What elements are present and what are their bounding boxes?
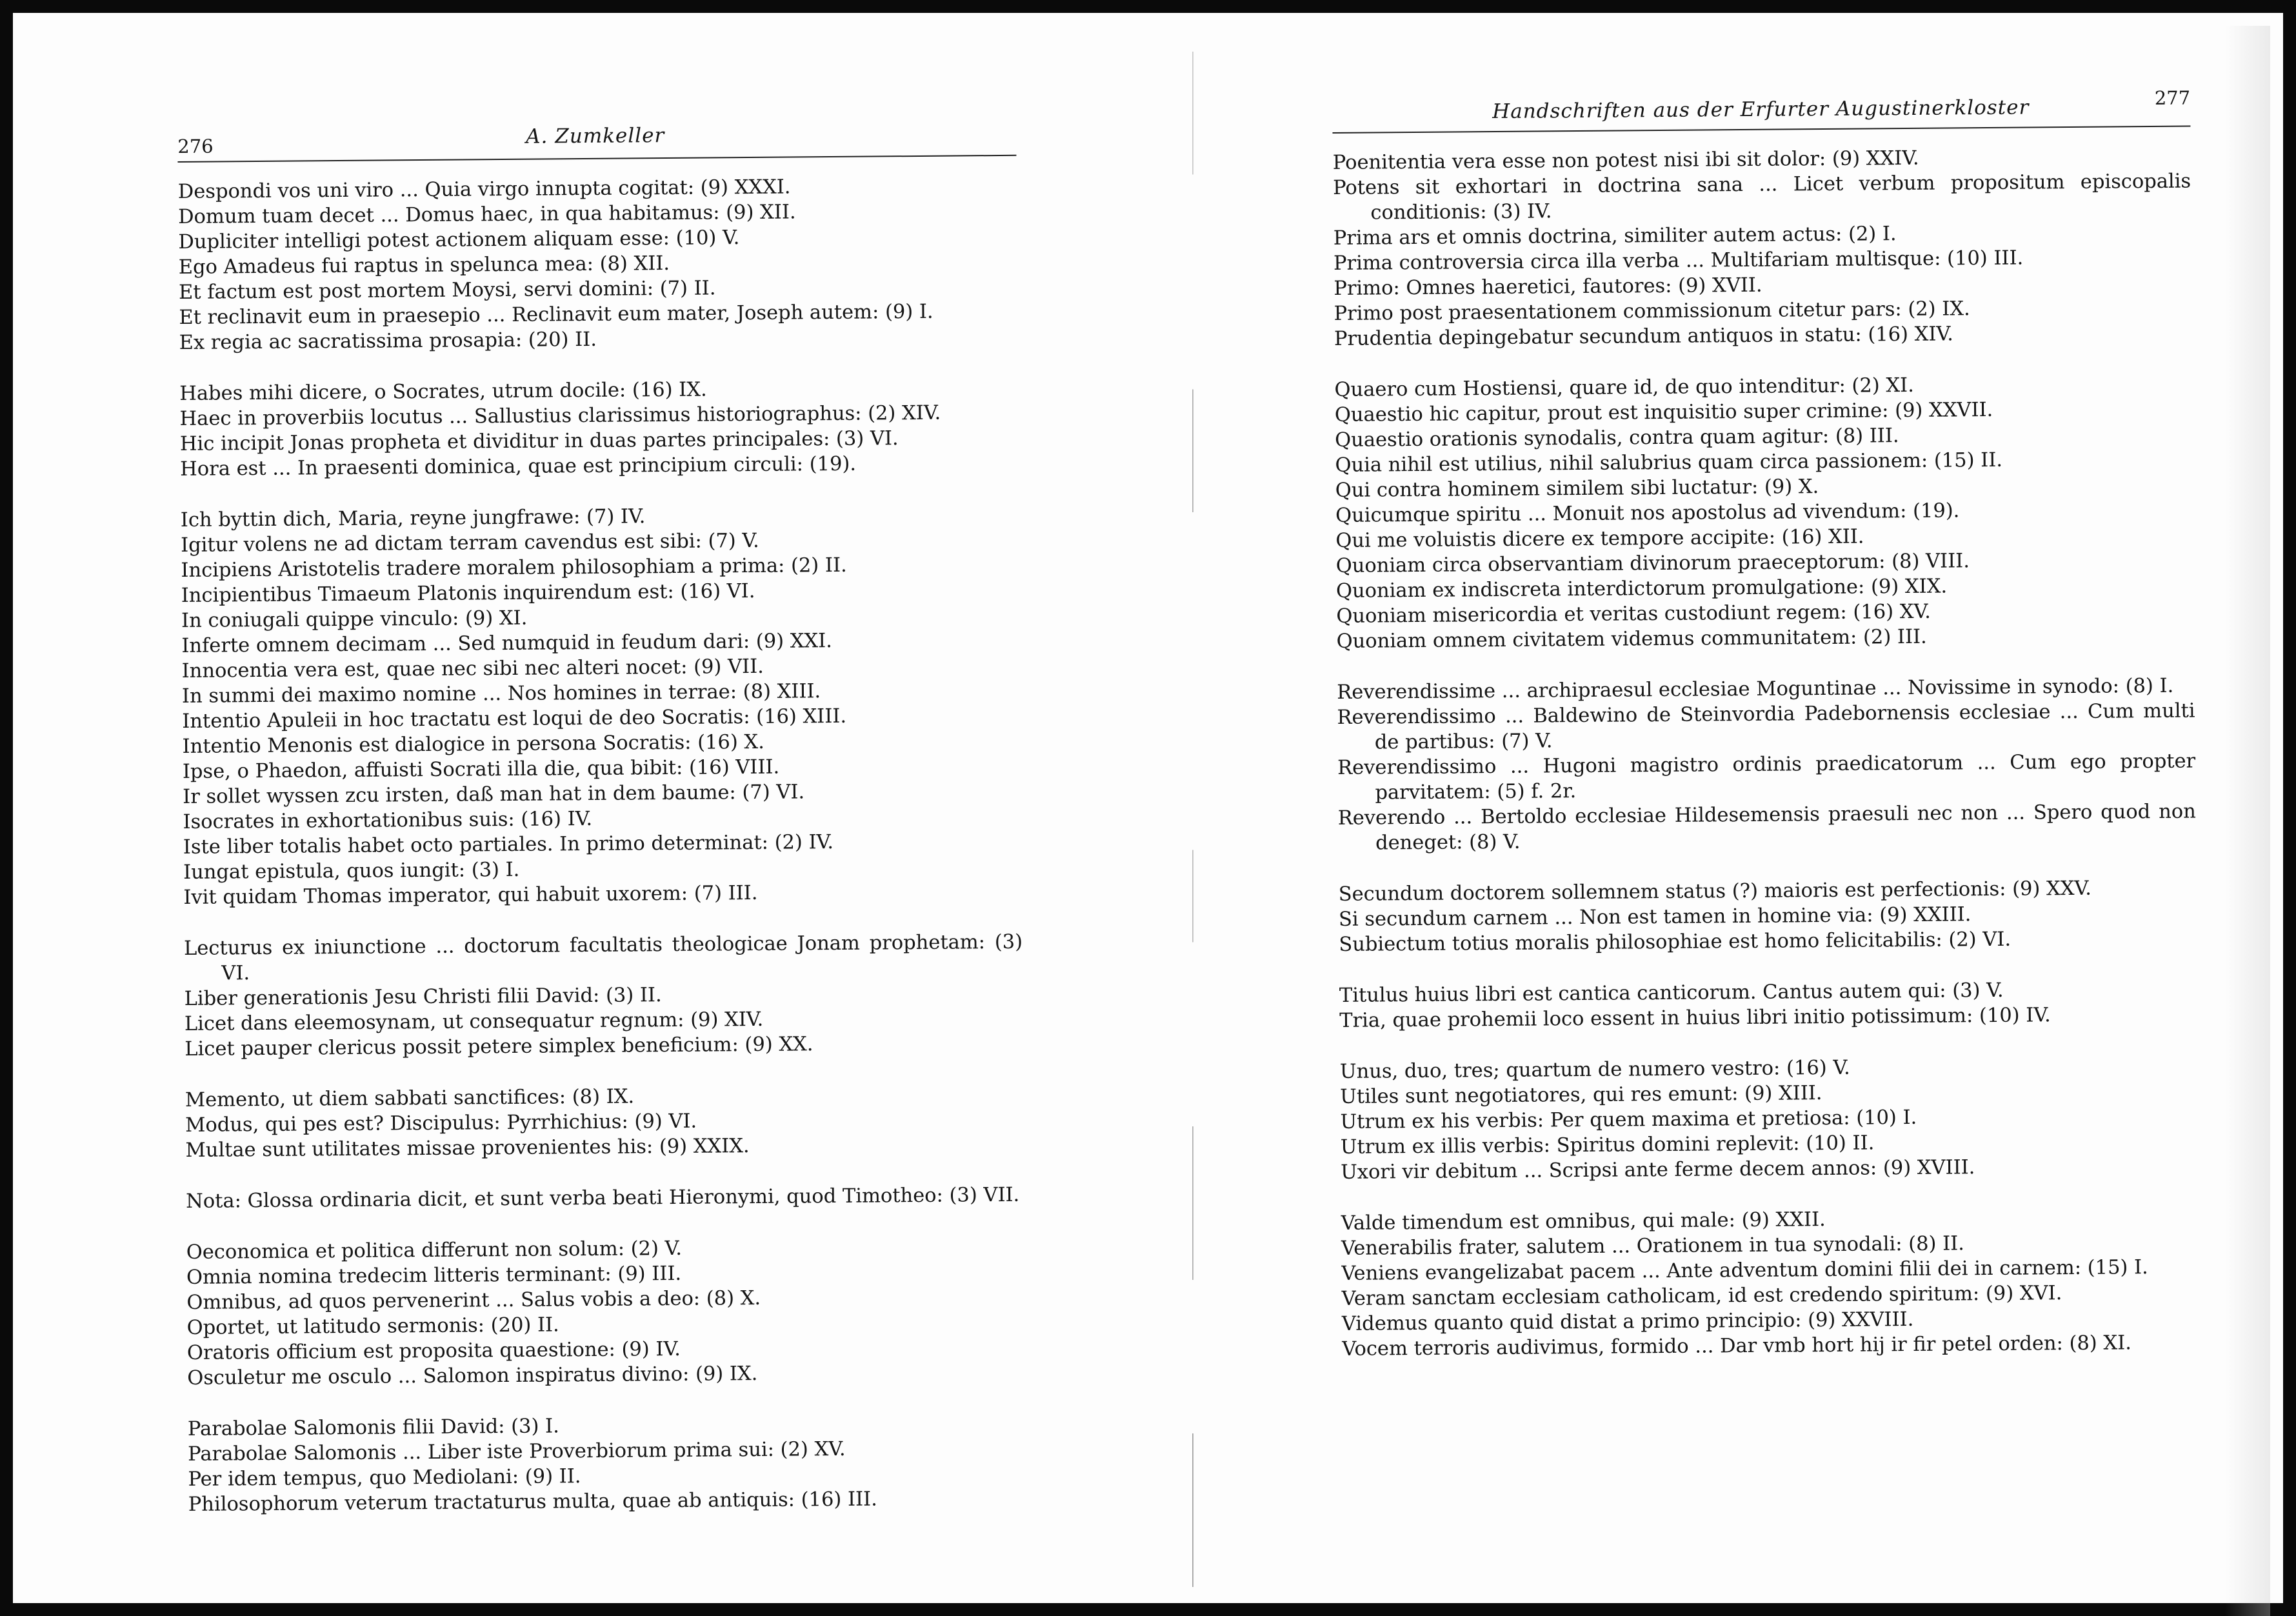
- index-entry: Quoniam misericordia et veritas custodiunt regem: (16) XV.: [1336, 600, 1932, 628]
- index-entry: Tria, quae prohemii loco essent in huius libri initio potissimum: (10) IV.: [1339, 1004, 2051, 1032]
- index-entry: Secundum doctorem sollemnem status (?) maioris est perfectionis: (9) XXV.: [1338, 877, 2092, 906]
- page-edge-shadow: [2225, 26, 2270, 1616]
- index-entry: Dupliciter intelligi potest actionem aliquam esse: (10) V.: [178, 226, 740, 254]
- index-entry: Iungat epistula, quos iungit: (3) I.: [183, 858, 520, 884]
- index-entry: Oportet, ut latitudo sermonis: (20) II.: [186, 1313, 559, 1339]
- header-rule: [177, 155, 1016, 163]
- left-page: [177, 123, 1023, 1543]
- index-entry: Igitur volens ne ad dictam terram cavendus est sibi: (7) V.: [181, 529, 759, 557]
- index-entry: In summi dei maximo nomine ... Nos homines in terrae: (8) XIII.: [181, 680, 821, 708]
- index-entry: Et reclinavit eum in praesepio ... Reclinavit eum mater, Joseph autem: (9) I.: [179, 300, 933, 329]
- index-entry: Incipiens Aristotelis tradere moralem philosophiam a prima: (2) II.: [181, 554, 847, 582]
- index-entry: Prima controversia circa illa verba ... Multifariam multisque: (10) III.: [1333, 246, 2024, 275]
- index-entry: Ivit quidam Thomas imperator, qui habuit uxorem: (7) III.: [183, 881, 758, 909]
- index-entry: Utrum ex illis verbis: Spiritus domini replevit: (10) II.: [1340, 1132, 1875, 1159]
- index-entries: [178, 173, 1027, 1517]
- index-entry: Si secundum carnem ... Non est tamen in homine via: (9) XXIII.: [1338, 903, 1972, 931]
- index-entry: Osculetur me osculo ... Salomon inspiratus divino: (9) IX.: [187, 1362, 758, 1390]
- index-entry: Quicumque spiritu ... Monuit nos apostolus ad vivendum: (19).: [1335, 499, 1960, 527]
- index-entry: Utiles sunt negotiatores, qui res emunt: (9) XIII.: [1340, 1082, 1822, 1108]
- index-entry: Parabolae Salomonis filii David: (3) I.: [187, 1415, 559, 1441]
- index-entry: Reverendo ... Bertoldo ecclesiae Hildesemensis praesuli nec non ... Spero quod non deneget: (8) V.: [1337, 800, 2196, 855]
- index-entry: Reverendissimo ... Baldewino de Steinvordia Padebornensis ecclesiae ... Cum multi de partibus: (7) V.: [1337, 699, 2195, 754]
- header-rule: [1332, 126, 2190, 134]
- index-entry: Intentio Apuleii in hoc tractatu est loqui de deo Socratis: (16) XIII.: [182, 704, 847, 733]
- entry-group: [1337, 673, 2196, 856]
- index-entry: Ipse, o Phaedon, affuisti Socrati illa die, qua bibit: (16) VIII.: [182, 755, 780, 783]
- index-entry: Quoniam circa observantiam divinorum praeceptorum: (8) VIII.: [1335, 550, 1970, 577]
- index-entries: [1333, 144, 2201, 1362]
- entry-group: [184, 930, 1023, 1062]
- index-entry: Intentio Menonis est dialogice in persona Socratis: (16) X.: [182, 730, 765, 758]
- index-entry: Philosophorum veterum tractaturus multa, quae ab antiquis: (16) III.: [188, 1488, 877, 1516]
- index-entry: Omnia nomina tredecim litteris terminant: (9) III.: [186, 1262, 682, 1289]
- page-number: 277: [2154, 86, 2191, 109]
- entry-group: [186, 1182, 1024, 1214]
- index-entry: In coniugali quippe vinculo: (9) XI.: [181, 606, 528, 632]
- index-entry: Reverendissime ... archipraesul ecclesiae Moguntinae ... Novissime in synodo: (8) I.: [1337, 674, 2174, 704]
- index-entry: Prima ars et omnis doctrina, similiter autem actus: (2) I.: [1333, 223, 1897, 250]
- entry-group: [181, 501, 1023, 910]
- index-entry: Habes mihi dicere, o Socrates, utrum docile: (16) IX.: [179, 378, 707, 405]
- index-entry: Omnibus, ad quos pervenerint ... Salus vobis a deo: (8) X.: [186, 1286, 761, 1314]
- index-entry: Uxori vir debitum ... Scripsi ante ferme decem annos: (9) XVIII.: [1340, 1156, 1975, 1184]
- entry-group: [1340, 1053, 2199, 1185]
- running-head: Handschriften aus der Erfurter Augustinerkloster: [1492, 95, 2030, 124]
- index-entry: Veniens evangelizabat pacem ... Ante adventum domini filii dei in carnem: (15) I.: [1341, 1256, 2148, 1285]
- index-entry: Domum tuam decet ... Domus haec, in qua habitamus: (9) XII.: [178, 201, 796, 228]
- left-page-header: [177, 116, 1016, 163]
- index-entry: Licet pauper clericus possit petere simplex beneficium: (9) XX.: [185, 1033, 814, 1061]
- index-entry: Liber generationis Jesu Christi filii David: (3) II.: [184, 984, 662, 1010]
- index-entry: Primo: Omnes haeretici, fautores: (9) XVII.: [1333, 274, 1762, 300]
- entry-group: [1339, 875, 2197, 957]
- index-entry: Parabolae Salomonis ... Liber iste Proverbiorum prima sui: (2) XV.: [188, 1437, 846, 1466]
- index-entry: Quoniam ex indiscreta interdictorum promulgatione: (9) XIX.: [1335, 575, 1948, 603]
- index-entry: Modus, qui pes est? Discipulus: Pyrrhichius: (9) VI.: [185, 1110, 697, 1137]
- index-entry: Haec in proverbiis locutus ... Sallustius clarissimus historiographus: (2) XIV.: [179, 401, 941, 430]
- index-entry: Qui me voluistis dicere ex tempore accipite: (16) XII.: [1335, 525, 1864, 552]
- entry-group: [1333, 144, 2192, 352]
- index-entry: Primo post praesentationem commissionum citetur pars: (2) IX.: [1333, 297, 1970, 325]
- index-entry: Incipientibus Timaeum Platonis inquirendum est: (16) VI.: [181, 579, 755, 607]
- index-entry: Ich byttin dich, Maria, reyne jungfrawe: (7) IV.: [180, 505, 646, 532]
- entry-group: [1339, 977, 2198, 1033]
- index-entry: Iste liber totalis habet octo partiales. In primo determinat: (2) IV.: [183, 831, 834, 859]
- index-entry: Innocentia vera est, quae nec sibi nec alteri nocet: (9) VII.: [181, 655, 764, 683]
- index-entry: Licet dans eleemosynam, ut consequatur regnum: (9) XIV.: [184, 1008, 764, 1035]
- entry-group: [1341, 1204, 2201, 1362]
- index-entry: Per idem tempus, quo Mediolani: (9) II.: [188, 1465, 581, 1491]
- index-entry: Quaestio hic capitur, prout est inquisitio super crimine: (9) XXVII.: [1334, 398, 1993, 426]
- index-entry: Veram sanctam ecclesiam catholicam, id est credendo spiritum: (9) XVI.: [1341, 1282, 2062, 1310]
- entry-group: [188, 1410, 1027, 1517]
- page-number: 276: [177, 135, 214, 157]
- entry-group: [179, 375, 1019, 482]
- running-head: A. Zumkeller: [526, 124, 665, 148]
- index-entry: Oeconomica et politica differunt non solum: (2) V.: [186, 1237, 683, 1264]
- index-entry: Quia nihil est utilius, nihil salubrius quam circa passionem: (15) II.: [1335, 448, 2003, 477]
- index-entry: Potens sit exhortari in doctrina sana ... Licet verbum propositum episcopalis conditionis: (3) IV.: [1333, 170, 2191, 224]
- index-entry: Lecturus ex iniunctione ... doctorum facultatis theologicae Jonam prophetam: (3) VI.: [183, 930, 1023, 985]
- index-entry: Despondi vos uni viro ... Quia virgo innupta cogitat: (9) XXXI.: [177, 175, 791, 203]
- index-entry: Ego Amadeus fui raptus in spelunca mea: (8) XII.: [178, 252, 670, 279]
- index-entry: Et factum est post mortem Moysi, servi domini: (7) II.: [178, 277, 716, 304]
- index-entry: Valde timendum est omnibus, qui male: (9) XXII.: [1341, 1208, 1826, 1235]
- index-entry: Hic incipit Jonas propheta et dividitur in duas partes principales: (3) VI.: [179, 427, 899, 455]
- index-entry: Quoniam omnem civitatem videmus communitatem: (2) III.: [1336, 625, 1927, 653]
- index-entry: Memento, ut diem sabbati sanctifices: (8) IX.: [185, 1085, 635, 1112]
- index-entry: Venerabilis frater, salutem ... Orationem in tua synodali: (8) II.: [1341, 1232, 1965, 1260]
- right-page: [1332, 87, 2201, 1388]
- index-entry: Quaestio orationis synodalis, contra quam agitur: (8) III.: [1335, 424, 1899, 452]
- index-entry: Isocrates in exhortationibus suis: (16) IV.: [183, 807, 593, 833]
- index-entry: Utrum ex his verbis: Per quem maxima et pretiosa: (10) I.: [1340, 1106, 1917, 1133]
- index-entry: Vocem terroris audivimus, formido ... Dar vmb hort hij ir fir petel orden: (8) XI.: [1342, 1332, 2132, 1361]
- index-entry: Multae sunt utilitates missae provenientes his: (9) XXIX.: [185, 1135, 750, 1162]
- index-entry: Oratoris officium est proposita quaestione: (9) IV.: [186, 1337, 681, 1364]
- entry-group: [185, 1081, 1024, 1163]
- index-entry: Poenitentia vera esse non potest nisi ibi sit dolor: (9) XXIV.: [1332, 146, 1919, 174]
- entry-group: [1334, 371, 2194, 654]
- index-entry: Prudentia depingebatur secundum antiquos in statu: (16) XIV.: [1333, 323, 1953, 350]
- index-entry: Ir sollet wyssen zcu irsten, daß man hat in dem baume: (7) VI.: [183, 781, 805, 808]
- index-entry: Quaero cum Hostiensi, quare id, de quo intenditur: (2) XI.: [1334, 374, 1914, 401]
- index-entry: Nota: Glossa ordinaria dicit, et sunt verba beati Hieronymi, quod Timotheo: (3) VII.: [185, 1183, 1020, 1213]
- entry-group: [178, 173, 1018, 355]
- index-entry: Hora est ... In praesenti dominica, quae est principium circuli: (19).: [180, 452, 857, 481]
- entry-group: [186, 1233, 1026, 1391]
- index-entry: Reverendissimo ... Hugoni magistro ordinis praedicatorum ... Cum ego propter parvitatem: (5) f. 2r.: [1337, 750, 2196, 804]
- right-page-header: [1332, 87, 2190, 134]
- index-entry: Videmus quanto quid distat a primo principio: (9) XXVIII.: [1341, 1308, 1914, 1335]
- index-entry: Subiectum totius moralis philosophiae est homo felicitabilis: (2) VI.: [1339, 928, 2011, 956]
- book-gutter: [1192, 52, 1193, 1587]
- index-entry: Titulus huius libri est cantica canticorum. Cantus autem qui: (3) V.: [1339, 979, 2004, 1007]
- index-entry: Qui contra hominem similem sibi luctatur: (9) X.: [1335, 475, 1819, 502]
- index-entry: Unus, duo, tres; quartum de numero vestro: (16) V.: [1339, 1056, 1850, 1083]
- index-entry: Ex regia ac sacratissima prosapia: (20) II.: [179, 328, 597, 354]
- index-entry: Inferte omnem decimam ... Sed numquid in feudum dari: (9) XXI.: [181, 630, 833, 657]
